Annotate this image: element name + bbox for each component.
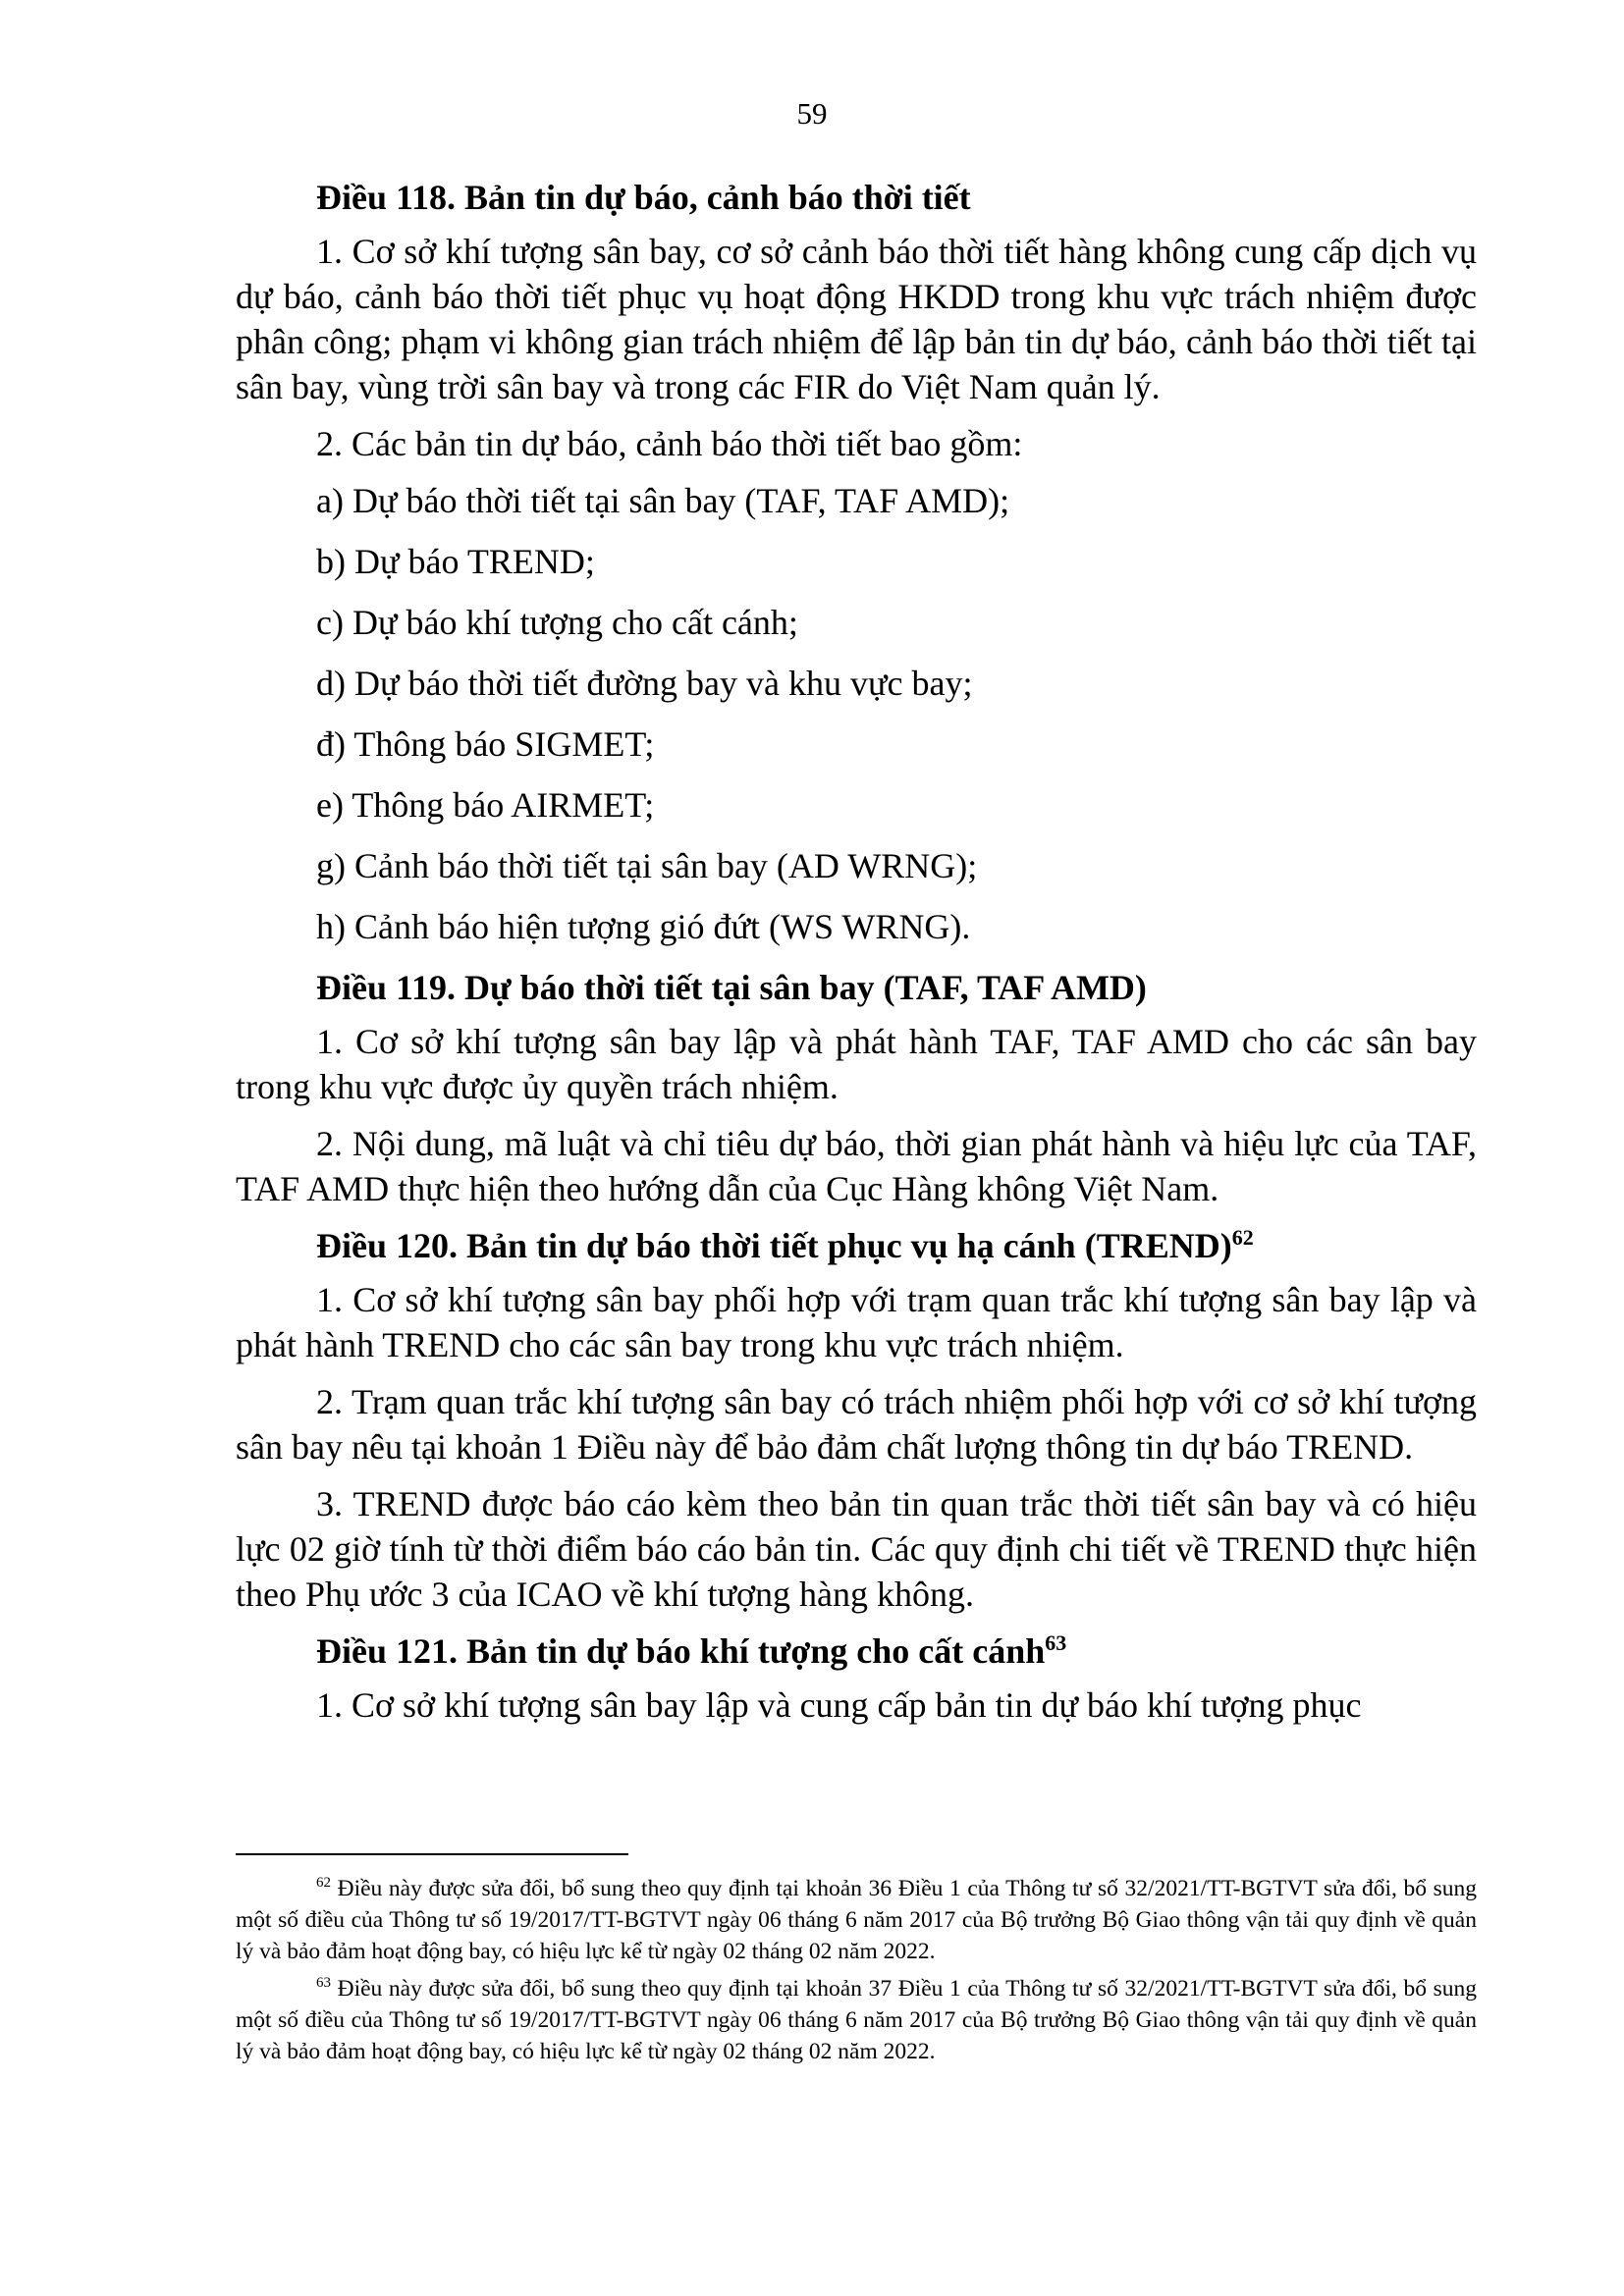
article-121-paragraph-1: 1. Cơ sở khí tượng sân bay lập và cung cấp bản tin dự báo khí tượng phục (316, 1685, 1362, 1725)
article-118-item-b: b) Dự báo TREND; (316, 542, 595, 581)
footnote-text: Điều này được sửa đổi, bổ sung theo quy định tại khoản 37 Điều 1 của Thông tư số 32/2021/TT-BGTVT sửa đổi, bổ sung một số điều của Thông tư số 19/2017/TT-BGTVT ngày 06 tháng 6 năm 2017 của Bộ trưởng Bộ Giao thông vận tải quy định về quản lý và bảo đảm hoạt động bay, có hiệu lực kể từ ngày 02 tháng 02 năm 2022. (236, 1976, 1477, 2064)
footnote-63 (236, 1973, 1477, 2067)
article-120-paragraph-3: 3. TREND được báo cáo kèm theo bản tin quan trắc thời tiết sân bay và có hiệu lực 02 giờ tính từ thời điểm báo cáo bản tin. Các quy định chi tiết về TREND thực hiện theo Phụ ước 3 của ICAO về khí tượng hàng không. (236, 1484, 1477, 1614)
footnote-number: 63 (316, 1975, 331, 1992)
document-body (236, 175, 1477, 1739)
footnote-62 (236, 1873, 1477, 1967)
article-118-item-g: g) Cảnh báo thời tiết tại sân bay (AD WRNG); (316, 846, 978, 885)
article-118-paragraph-1: 1. Cơ sở khí tượng sân bay, cơ sở cảnh báo thời tiết hàng không cung cấp dịch vụ dự báo, cảnh báo thời tiết phục vụ hoạt động HKDD trong khu vực trách nhiệm được phân công; phạm vi không gian trách nhiệm để lập bản tin dự báo, cảnh báo thời tiết tại sân bay, vùng trời sân bay và trong các FIR do Việt Nam quản lý. (236, 232, 1477, 406)
article-118-item-a: a) Dự báo thời tiết tại sân bay (TAF, TAF AMD); (316, 481, 1010, 520)
footnote-text: Điều này được sửa đổi, bổ sung theo quy định tại khoản 36 Điều 1 của Thông tư số 32/2021/TT-BGTVT sửa đổi, bổ sung một số điều của Thông tư số 19/2017/TT-BGTVT ngày 06 tháng 6 năm 2017 của Bộ trưởng Bộ Giao thông vận tải quy định về quản lý và bảo đảm hoạt động bay, có hiệu lực kể từ ngày 02 tháng 02 năm 2022. (236, 1876, 1477, 1964)
article-118-heading: Điều 118. Bản tin dự báo, cảnh báo thời tiết (316, 178, 971, 217)
article-119-paragraph-2: 2. Nội dung, mã luật và chỉ tiêu dự báo, thời gian phát hành và hiệu lực của TAF, TAF AMD thực hiện theo hướng dẫn của Cục Hàng không Việt Nam. (236, 1124, 1477, 1208)
footnote-separator (236, 1853, 628, 1855)
article-120-heading: Điều 120. Bản tin dự báo thời tiết phục vụ hạ cánh (TREND)$^{62}$ (316, 1225, 1254, 1265)
article-118-item-dd: đ) Thông báo SIGMET; (316, 724, 655, 764)
page-number: 59 (796, 96, 828, 131)
footnotes (236, 1873, 1477, 2073)
article-118-item-h: h) Cảnh báo hiện tượng gió đứt (WS WRNG). (316, 907, 971, 946)
article-121-heading: Điều 121. Bản tin dự báo khí tượng cho cất cánh$^{63}$ (316, 1630, 1067, 1671)
article-120-paragraph-1: 1. Cơ sở khí tượng sân bay phối hợp với trạm quan trắc khí tượng sân bay lập và phát hành TREND cho các sân bay trong khu vực trách nhiệm. (236, 1280, 1477, 1364)
article-119-heading: Điều 119. Dự báo thời tiết tại sân bay (TAF, TAF AMD) (316, 968, 1147, 1007)
article-118-item-d: d) Dự báo thời tiết đường bay và khu vực bay; (316, 664, 973, 703)
footnote-ref-63[interactable]: 63 (1045, 1630, 1067, 1655)
article-118-paragraph-2: 2. Các bản tin dự báo, cảnh báo thời tiết bao gồm: (316, 424, 1023, 463)
footnote-number: 62 (316, 1875, 331, 1892)
article-118-item-c: c) Dự báo khí tượng cho cất cánh; (316, 603, 798, 642)
article-119-paragraph-1: 1. Cơ sở khí tượng sân bay lập và phát hành TAF, TAF AMD cho các sân bay trong khu vực được ủy quyền trách nhiệm. (236, 1022, 1477, 1106)
footnote-ref-62[interactable]: 62 (1231, 1225, 1254, 1250)
article-118-item-e: e) Thông báo AIRMET; (316, 785, 655, 825)
article-120-paragraph-2: 2. Trạm quan trắc khí tượng sân bay có trách nhiệm phối hợp với cơ sở khí tượng sân bay nêu tại khoản 1 Điều này để bảo đảm chất lượng thông tin dự báo TREND. (236, 1382, 1477, 1467)
